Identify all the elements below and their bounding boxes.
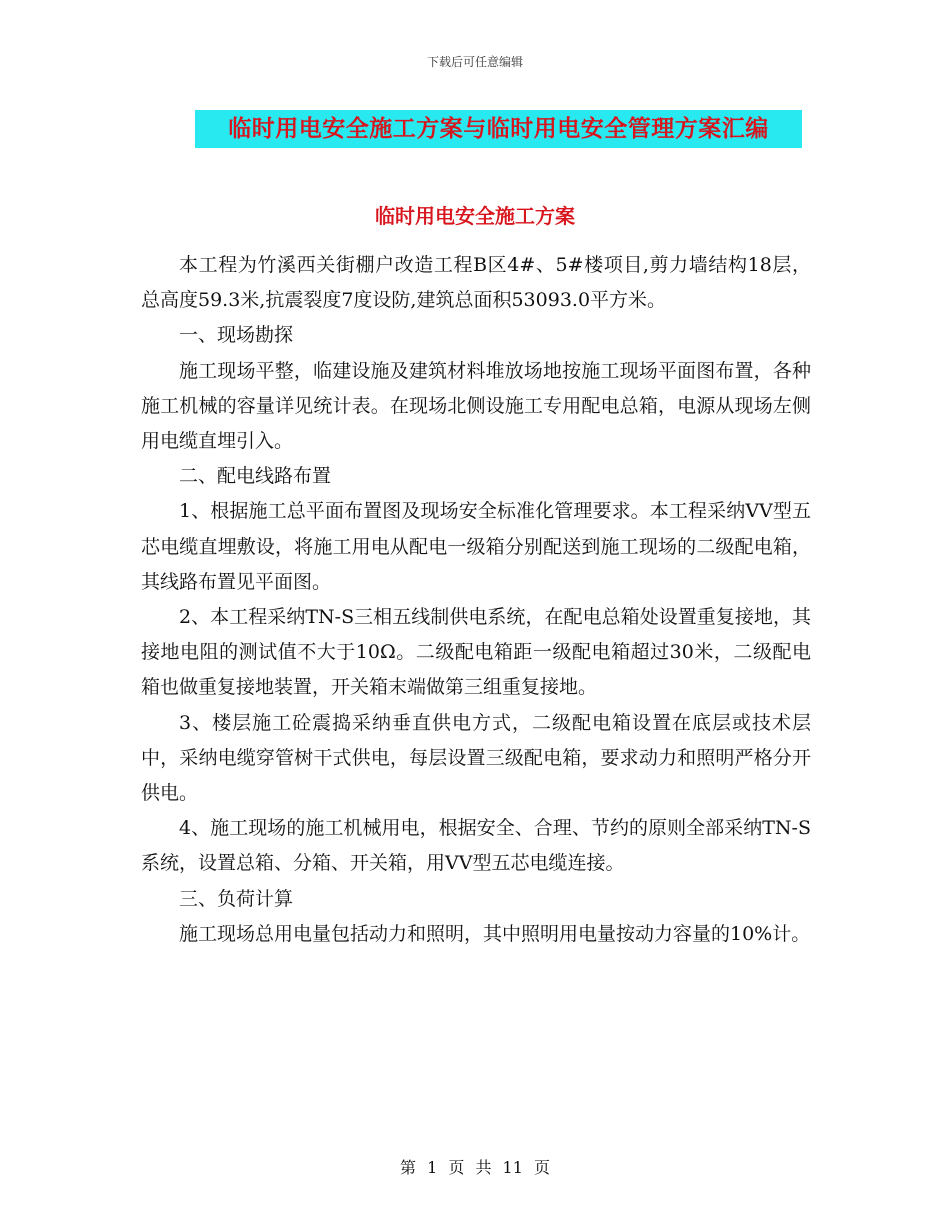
header-note: 下载后可任意编辑 xyxy=(426,55,523,69)
paragraph-wiring-1: 1、根据施工总平面布置图及现场安全标准化管理要求。本工程采纳VV型五芯电缆直埋敷设，将施工用电从配电一级箱分别配送到施工现场的二级配电箱，其线路布置见平面图。 xyxy=(141,500,811,593)
page-footer: 第 1 页 共 11 页 xyxy=(400,1158,550,1177)
paragraph-site-survey: 施工现场平整，临建设施及建筑材料堆放场地按施工现场平面图布置，各种施工机械的容量详见统计表。在现场北侧设施工专用配电总箱，电源从现场左侧用电缆直埋引入。 xyxy=(141,359,811,453)
body-text xyxy=(141,248,811,952)
section-title: 临时用电安全施工方案 xyxy=(375,204,575,228)
heading-wiring-layout: 二、配电线路布置 xyxy=(179,465,332,488)
paragraph-intro: 本工程为竹溪西关街棚户改造工程B区4#、5#楼项目,剪力墙结构18层，总高度59.3米,抗震裂度7度设防,建筑总面积53093.0平方米。 xyxy=(141,254,811,312)
heading-load-calc: 三、负荷计算 xyxy=(179,887,294,910)
main-title: 临时用电安全施工方案与临时用电安全管理方案汇编 xyxy=(195,110,802,148)
heading-site-survey: 一、现场勘探 xyxy=(179,324,294,347)
paragraph-wiring-2: 2、本工程采纳TN-S三相五线制供电系统，在配电总箱处设置重复接地，其接地电阻的测试值不大于10Ω。二级配电箱距一级配电箱超过30米，二级配电箱也做重复接地装置，开关箱末端做第三组重复接地。 xyxy=(141,606,811,699)
paragraph-wiring-4: 4、施工现场的施工机械用电，根据安全、合理、节约的原则全部采纳TN-S系统，设置总箱、分箱、开关箱，用VV型五芯电缆连接。 xyxy=(141,817,811,875)
paragraph-load-calc: 施工现场总用电量包括动力和照明，其中照明用电量按动力容量的10%计。 xyxy=(179,922,811,945)
paragraph-wiring-3: 3、楼层施工砼震捣采纳垂直供电方式，二级配电箱设置在底层或技术层中，采纳电缆穿管树干式供电，每层设置三级配电箱，要求动力和照明严格分开供电。 xyxy=(141,711,811,805)
